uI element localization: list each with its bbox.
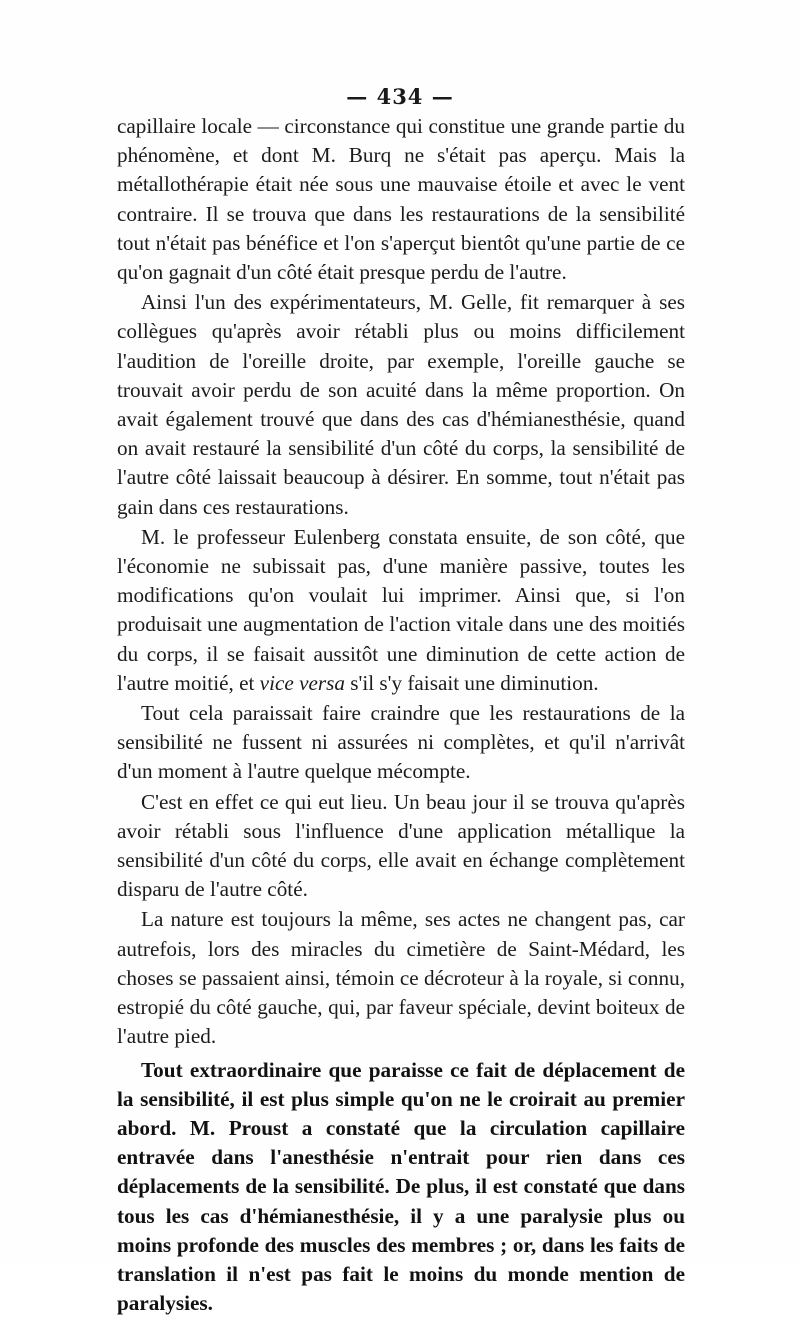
page-number: — 434 — xyxy=(0,84,800,109)
paragraph-1: capillaire locale — circonstance qui constitue une grande partie du phénomène, et dont M. Burq ne s'était pas aperçu. Mais la métallothérapie était née sous une mauvaise étoile et avec le vent contraire. Il se trouva que dans les restaurations de la sensibilité tout n'était pas bénéfice et l'on s'aperçut bientôt qu'une partie de ce qu'on gagnait d'un côté était presque perdu de l'autre. xyxy=(117,112,685,287)
paragraph-4: Tout cela paraissait faire craindre que les restaurations de la sensibilité ne fussent ni assurées ni complètes, et qu'il n'arrivât d'un moment à l'autre quelque mécompte. xyxy=(117,699,685,787)
paragraph-6: La nature est toujours la même, ses actes ne changent pas, car autrefois, lors des miracles du cimetière de Saint-Médard, les choses se passaient ainsi, témoin ce décroteur à la royale, si connu, estropié du côté gauche, qui, par faveur spéciale, devint boiteux de l'autre pied. xyxy=(117,905,685,1051)
paragraph-3 xyxy=(117,523,685,698)
paragraph-3-italic: vice versa xyxy=(260,671,345,695)
body-text xyxy=(117,112,685,1318)
paragraph-3-before: M. le professeur Eulenberg constata ensuite, de son côté, que l'économie ne subissait pas, d'une manière passive, toutes les modifications qu'on voulait lui imprimer. Ainsi que, si l'on produisait une augmentation de l'action vitale dans une des moitiés du corps, il se faisait aussitôt une diminution de cette action de l'autre moitié, et xyxy=(117,525,685,695)
paragraph-5: C'est en effet ce qui eut lieu. Un beau jour il se trouva qu'après avoir rétabli sous l'influence d'une application métallique la sensibilité d'un côté du corps, elle avait en échange complètement disparu de l'autre côté. xyxy=(117,788,685,905)
paragraph-3-after: s'il s'y faisait une diminution. xyxy=(345,671,599,695)
paragraph-2: Ainsi l'un des expérimentateurs, M. Gelle, fit remarquer à ses collègues qu'après avoir rétabli plus ou moins difficilement l'audition de l'oreille droite, par exemple, l'oreille gauche se trouvait avoir perdu de son acuité dans la même proportion. On avait également trouvé que dans des cas d'hémianesthésie, quand on avait restauré la sensibilité d'un côté du corps, la sensibilité de l'autre côté laissait beaucoup à désirer. En somme, tout n'était pas gain dans ces restaurations. xyxy=(117,288,685,522)
paragraph-7: Tout extraordinaire que paraisse ce fait de déplacement de la sensibilité, il est plus simple qu'on ne le croirait au premier abord. M. Proust a constaté que la circulation capillaire entravée dans l'anesthésie n'entrait pour rien dans ces déplacements de la sensibilité. De plus, il est constaté que dans tous les cas d'hémianesthésie, il y a une paralysie plus ou moins profonde des muscles des membres ; or, dans les faits de translation il n'est pas fait le moins du monde mention de paralysies. xyxy=(117,1056,685,1318)
